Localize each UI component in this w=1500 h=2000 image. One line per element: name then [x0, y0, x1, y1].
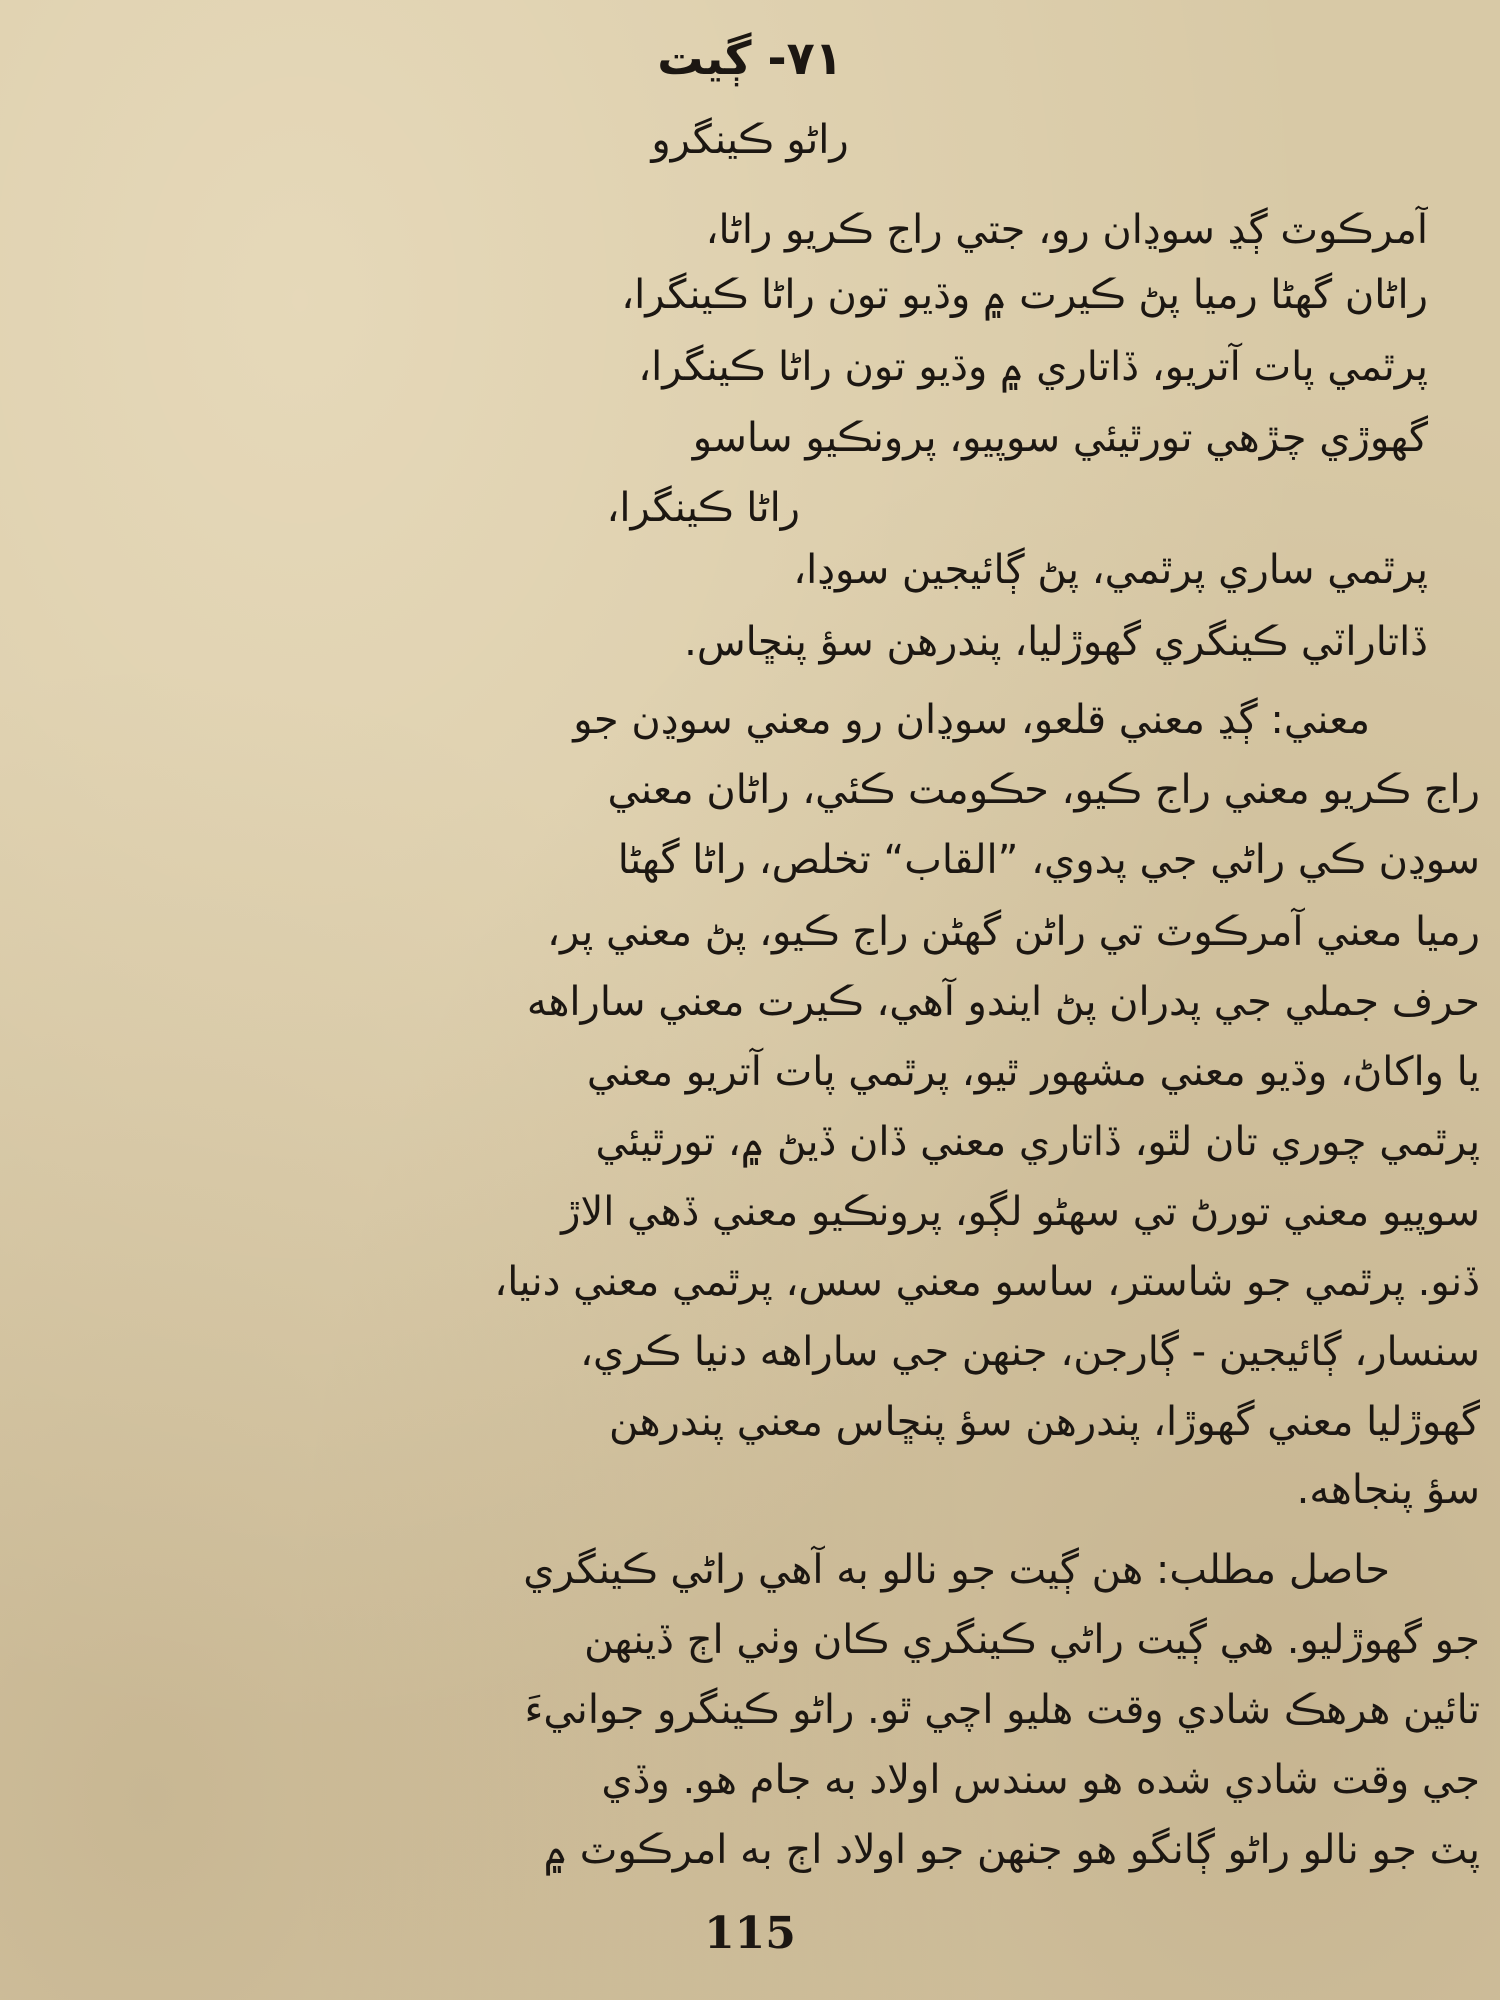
page-number: 115 — [704, 1908, 796, 1959]
verse-line: ڏاتاراٽي ڪينگري گهوڙليا، پندرهن سؤ پنڇاس. — [684, 619, 1428, 665]
summary-line: حاصل مطلب: هن ڳيت جو نالو به آهي راڻي ڪينگري — [523, 1547, 1390, 1593]
meaning-line: رميا معني آمرڪوٽ تي راڻن گهڻن راج ڪيو، پڻ معني پر، — [547, 909, 1480, 955]
poem-title: ۷۱- ڳيت — [657, 31, 843, 85]
meaning-line: ڏنو. پرٿمي جو شاستر، ساسو معني سس، پرٿمي معني دنيا، — [494, 1259, 1480, 1305]
verse-line: راڻان گهڻا رميا پڻ ڪيرت ۾ وڌيو تون راڻا ڪينگرا، — [621, 272, 1428, 318]
meaning-line: معني: ڳڍ معني قلعو، سوڍان رو معني سوڍن جو — [573, 697, 1370, 743]
meaning-line: حرف جملي جي پدران پڻ ايندو آهي، ڪيرت معني ساراهه — [526, 979, 1480, 1025]
verse-line: پرٿمي پات آتريو، ڏاتاري ۾ وڌيو تون راڻا ڪينگرا، — [638, 344, 1428, 390]
meaning-line: گهوڙليا معني گهوڙا، پندرهن سؤ پنڇاس معني پندرهن — [609, 1399, 1480, 1445]
meaning-line: پرٿمي چوري تان لٿو، ڏاتاري معني ڏان ڏيڻ ۾، تورٿيئي — [595, 1119, 1480, 1165]
summary-line: تائين هرهڪ شادي وقت هليو اچي ٿو. راڻو ڪينگرو جوانيءَ — [524, 1687, 1480, 1733]
summary-line: جي وقت شادي شده هو سندس اولاد به جام هو. وڏي — [601, 1757, 1480, 1803]
meaning-line: سنسار، ڳائيجين - ڳارجن، جنهن جي ساراهه دنيا ڪري، — [580, 1329, 1480, 1375]
meaning-line: يا واکاڻ، وڌيو معني مشهور ٿيو، پرٿمي پات آتريو معني — [586, 1049, 1480, 1095]
meaning-line: سوڍن ڪي راڻي جي پدوي، ”القاب“ تخلص، راڻا گهڻا — [617, 837, 1480, 883]
meaning-line: سوپيو معني تورڻ تي سهڻو لڳو، پرونڪيو معني ڏهي الاڙ — [561, 1189, 1480, 1235]
meaning-line: راج ڪريو معني راج ڪيو، حڪومت ڪئي، راڻان معني — [607, 767, 1480, 813]
book-page: ۷۱- ڳيت راڻو ڪينگرو آمرڪوٽ ڳڍ سوڍان رو، جتي راج ڪريو راڻا، راڻان گهڻا رميا پڻ ڪيرت ۾ وڌيو تون راڻا ڪينگرا، پرٿمي پات آتريو، ڏاتاري ۾ وڌيو تون راڻا ڪينگرا، گهوڙي چڙهي تورٿيئي سوپيو، پرونڪيو ساسو راڻا ڪينگرا، پرٿمي ساري پرٿمي، پڻ ڳائيجين سوڍا، ڏاتاراٽي ڪينگري گهوڙليا، پندرهن سؤ پنڇاس. معني: ڳڍ معني قلعو، سوڍان رو معني سوڍن جو راج ڪريو معني راج ڪيو، حڪومت ڪئي، راڻان معني سوڍن ڪي راڻي جي پدوي، ”القاب“ تخلص، راڻا گهڻا رميا معني آمرڪوٽ تي راڻن گهڻن راج ڪيو، پڻ معني پر، حرف جملي جي پدران پڻ ايندو آهي، ڪيرت معني ساراهه يا واکاڻ، وڌيو معني مشهور ٿيو، پرٿمي پات آتريو معني پرٿمي چوري تان لٿو، ڏاتاري معني ڏان ڏيڻ ۾، تورٿيئي سوپيو معني تورڻ تي سهڻو لڳو، پرونڪيو معني ڏهي الاڙ ڏنو. پرٿمي جو شاستر، ساسو معني سس، پرٿمي معني دنيا، سنسار، ڳائيجين - ڳارجن، جنهن جي ساراهه دنيا ڪري، گهوڙليا معني گهوڙا، پندرهن سؤ پنڇاس معني پندرهن سؤ پنجاهه. حاصل مطلب: هن ڳيت جو نالو به آهي راڻي ڪينگري جو گهوڙليو. هي ڳيت راڻي ڪينگري ڪان وٺي اڄ ڏينهن تائين هرهڪ شادي وقت هليو اچي ٿو. راڻو ڪينگرو جوانيءَ جي وقت شادي شده هو سندس اولاد به جام هو. وڏي پٽ جو نالو راڻو ڳانگو هو جنهن جو اولاد اڄ به امرڪوٽ ۾ 115 — [0, 0, 1500, 2000]
verse-line: آمرڪوٽ ڳڍ سوڍان رو، جتي راج ڪريو راڻا، — [705, 207, 1428, 253]
poem-subtitle: راڻو ڪينگرو — [651, 117, 849, 163]
summary-line: پٽ جو نالو راڻو ڳانگو هو جنهن جو اولاد اڄ به امرڪوٽ ۾ — [543, 1827, 1480, 1873]
summary-line: جو گهوڙليو. هي ڳيت راڻي ڪينگري ڪان وٺي اڄ ڏينهن — [584, 1617, 1480, 1663]
verse-line: گهوڙي چڙهي تورٿيئي سوپيو، پرونڪيو ساسو — [692, 415, 1428, 461]
verse-line: پرٿمي ساري پرٿمي، پڻ ڳائيجين سوڍا، — [793, 547, 1428, 593]
meaning-line: سؤ پنجاهه. — [1296, 1467, 1480, 1513]
